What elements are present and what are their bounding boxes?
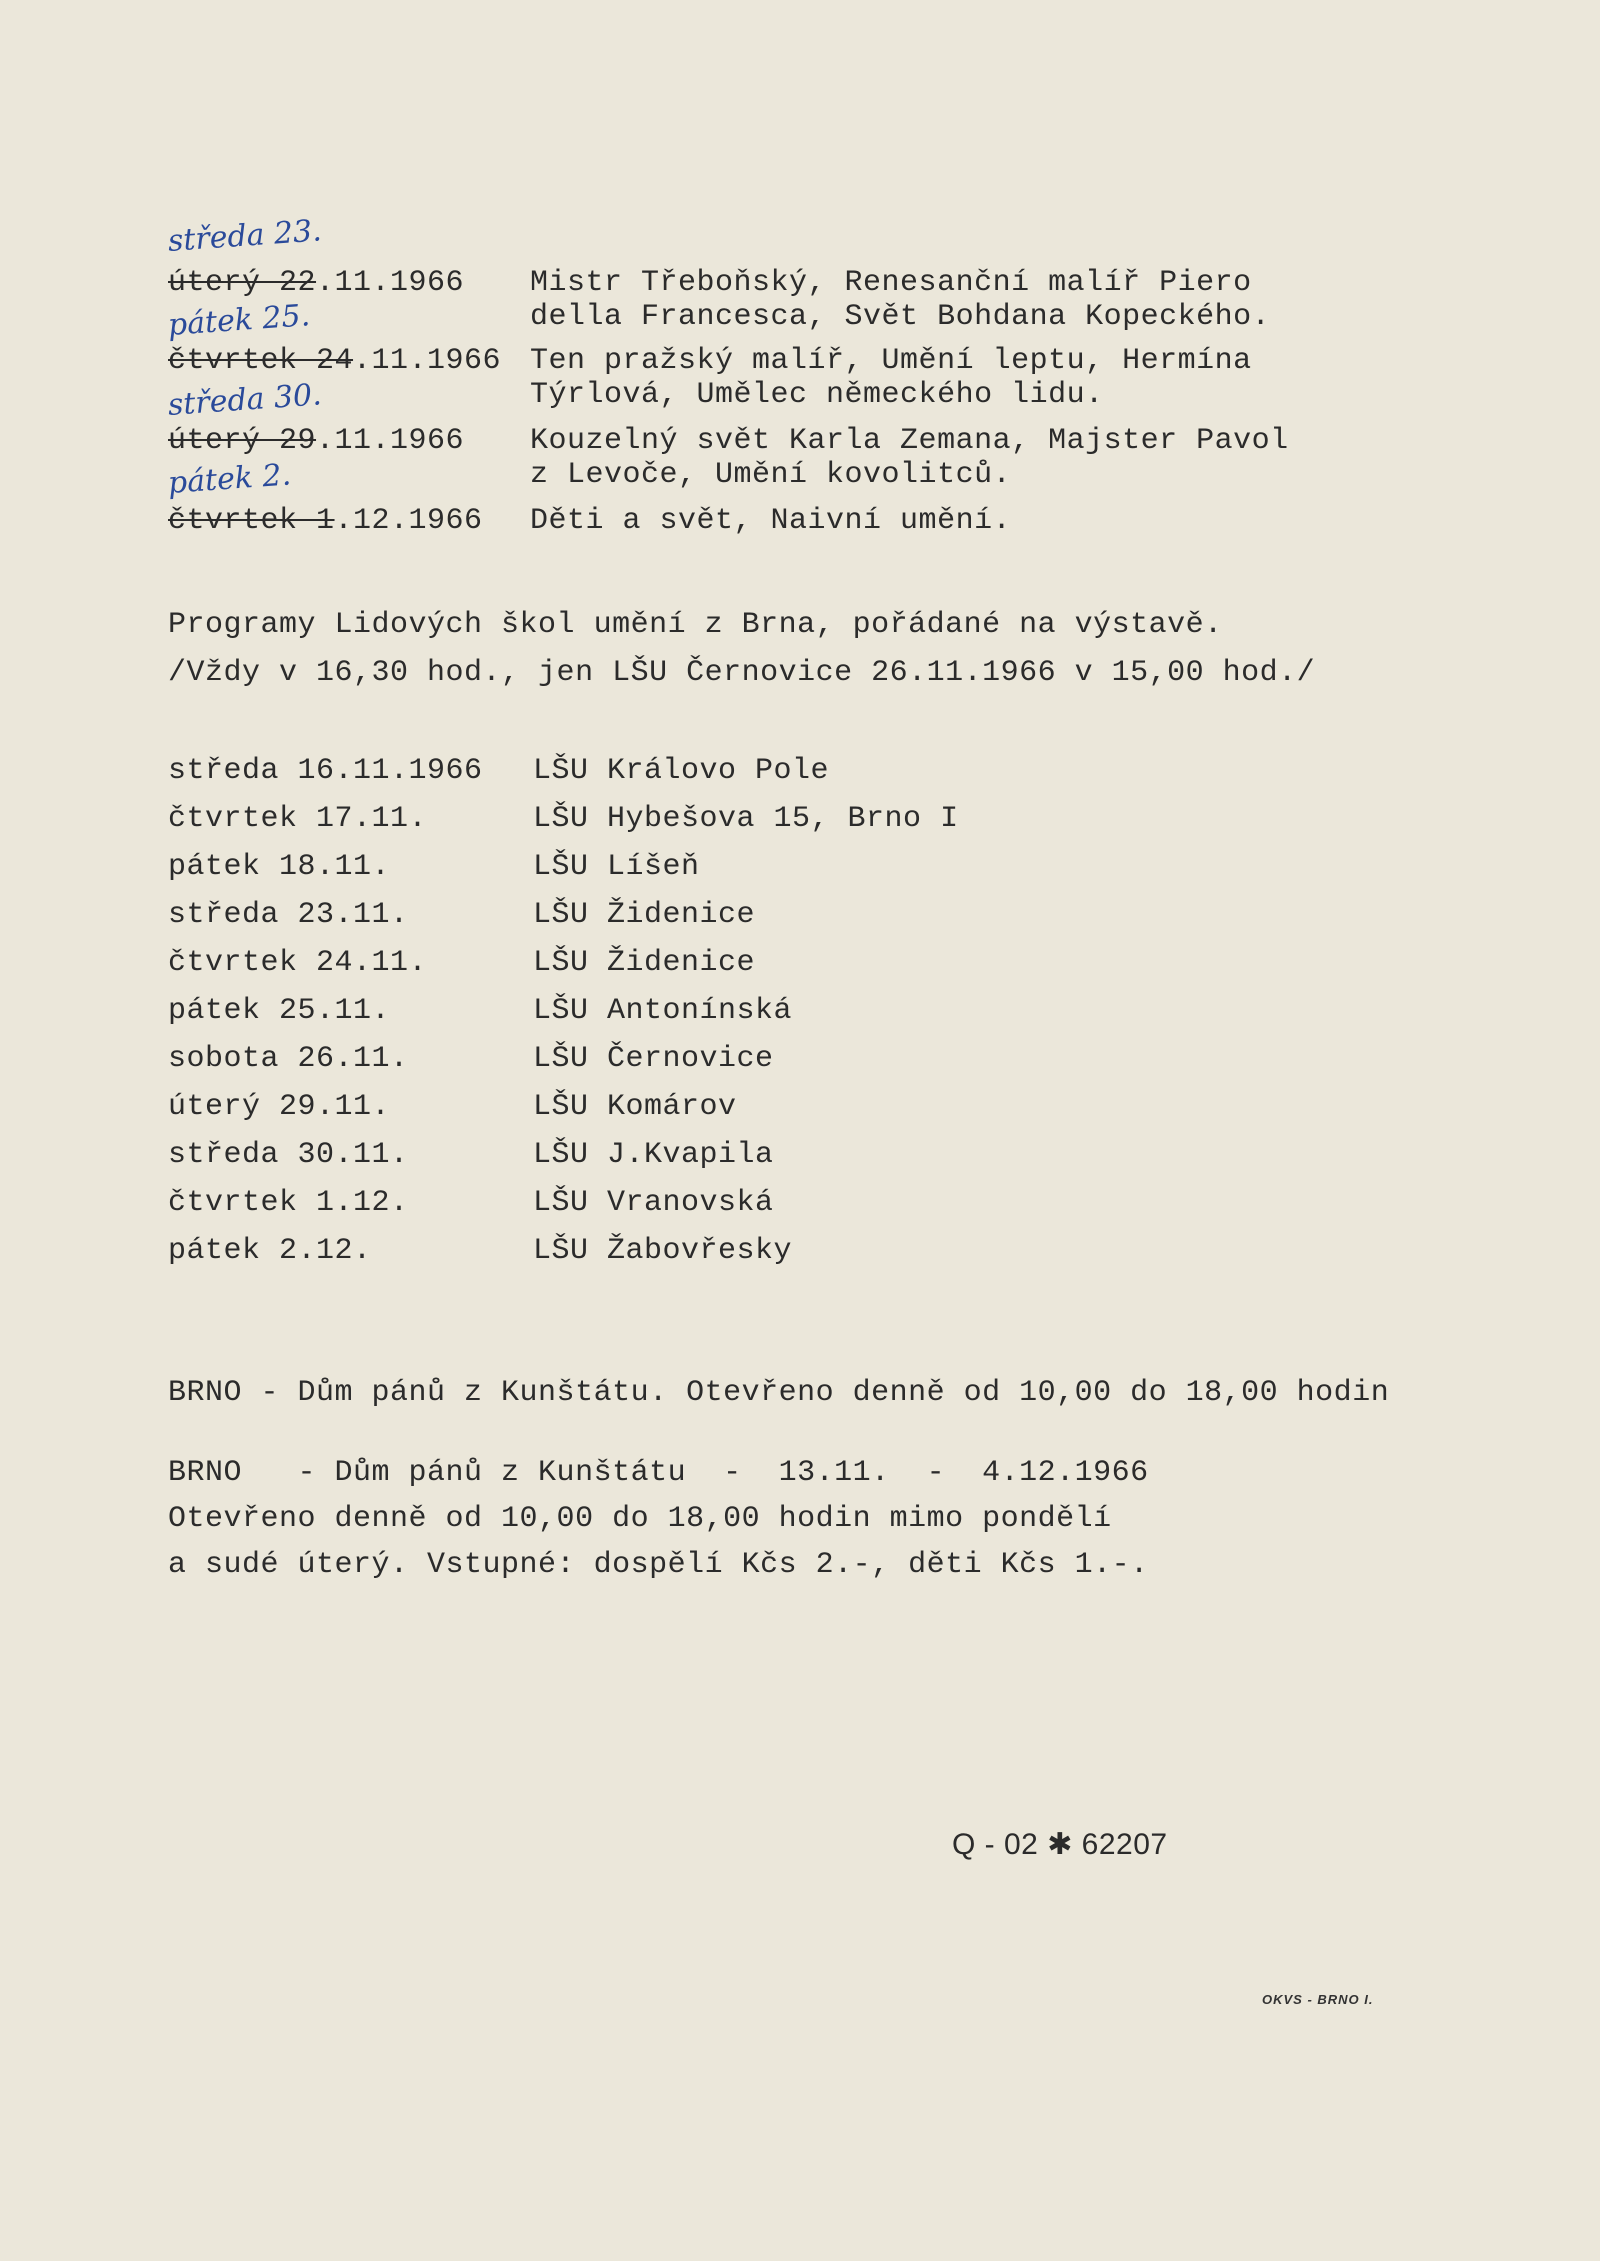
film-date [168,342,501,380]
schedule-day: středa 16.11.1966 [168,754,483,788]
schedule-school: LŠU Židenice [533,946,756,980]
schedule-row [168,1040,1068,1088]
film-date [168,264,464,302]
schedule-school: LŠU Komárov [533,1090,737,1124]
date-rest: .11.1966 [353,344,502,378]
schedule-row [168,848,1068,896]
schedule-row [168,752,1068,800]
venue-hours-line: Otevřeno denně od 10,00 do 18,00 hodin mimo pondělí [168,1502,1112,1536]
schedule-row [168,992,1068,1040]
schedule-row [168,800,1068,848]
schedule-row [168,1136,1068,1184]
schedule-day: čtvrtek 1.12. [168,1186,409,1220]
date-rest: .12.1966 [334,504,483,538]
schedule-day: pátek 2.12. [168,1234,372,1268]
schedule-day: sobota 26.11. [168,1042,409,1076]
schedule-school: LŠU Vranovská [533,1186,774,1220]
struck-date: čtvrtek 24 [168,344,354,378]
date-rest: .11.1966 [316,424,465,458]
lsu-schedule [168,752,1068,1280]
film-titles-line2: della Francesca, Svět Bohdana Kopeckého. [530,300,1271,334]
document-code: Q - 02 ✱ 62207 [952,1828,1168,1861]
film-titles-line1: Děti a svět, Naivní umění. [530,504,1012,538]
date-rest: .11.1966 [316,266,465,300]
schedule-day: čtvrtek 24.11. [168,946,428,980]
film-titles-line2: Týrlová, Umělec německého lidu. [530,378,1104,412]
film-schedule [166,213,1368,550]
schedule-day: úterý 29.11. [168,1090,391,1124]
film-titles-line1: Mistr Třeboňský, Renesanční malíř Piero [530,266,1252,300]
struck-date: úterý 22 [168,266,317,300]
venue-fee-line: a sudé úterý. Vstupné: dospělí Kčs 2.-, děti Kčs 1.-. [168,1548,1149,1582]
schedule-school: LŠU Královo Pole [533,754,830,788]
handwritten-correction: pátek 2. [166,457,293,501]
programs-heading: Programy Lidových škol umění z Brna, pořádané na výstavě. [168,608,1223,642]
schedule-day: čtvrtek 17.11. [168,802,428,836]
film-titles-line1: Kouzelný svět Karla Zemana, Majster Pavol [530,424,1289,458]
struck-date: čtvrtek 1 [168,504,335,538]
schedule-school: LŠU Antonínská [533,994,793,1028]
handwritten-correction: středa 23. [166,213,323,259]
schedule-school: LŠU Žabovřesky [533,1234,793,1268]
schedule-row [168,1232,1068,1280]
schedule-row [168,1184,1068,1232]
schedule-row [168,1088,1068,1136]
film-date [168,502,483,540]
schedule-day: pátek 25.11. [168,994,391,1028]
programs-note: /Vždy v 16,30 hod., jen LŠU Černovice 26.11.1966 v 15,00 hod./ [168,656,1316,690]
schedule-school: LŠU J.Kvapila [533,1138,774,1172]
schedule-day: středa 30.11. [168,1138,409,1172]
handwritten-correction: středa 30. [166,377,323,423]
schedule-day: pátek 18.11. [168,850,391,884]
printer-stamp: OKVS - BRNO I. [1262,1992,1374,2007]
film-titles-line1: Ten pražský malíř, Umění leptu, Hermína [530,344,1252,378]
schedule-school: LŠU Líšeň [533,850,700,884]
schedule-school: LŠU Černovice [533,1042,774,1076]
struck-date: úterý 29 [168,424,317,458]
venue-dates-line: BRNO - Dům pánů z Kunštátu - 13.11. - 4.12.1966 [168,1456,1149,1490]
schedule-row [168,896,1068,944]
handwritten-correction: pátek 25. [166,298,312,343]
venue-opening-line: BRNO - Dům pánů z Kunštátu. Otevřeno denně od 10,00 do 18,00 hodin [168,1376,1390,1410]
film-titles-line2: z Levoče, Umění kovolitců. [530,458,1012,492]
schedule-row [168,944,1068,992]
schedule-day: středa 23.11. [168,898,409,932]
schedule-school: LŠU Hybešova 15, Brno I [533,802,959,836]
film-date [168,422,464,460]
schedule-school: LŠU Židenice [533,898,756,932]
